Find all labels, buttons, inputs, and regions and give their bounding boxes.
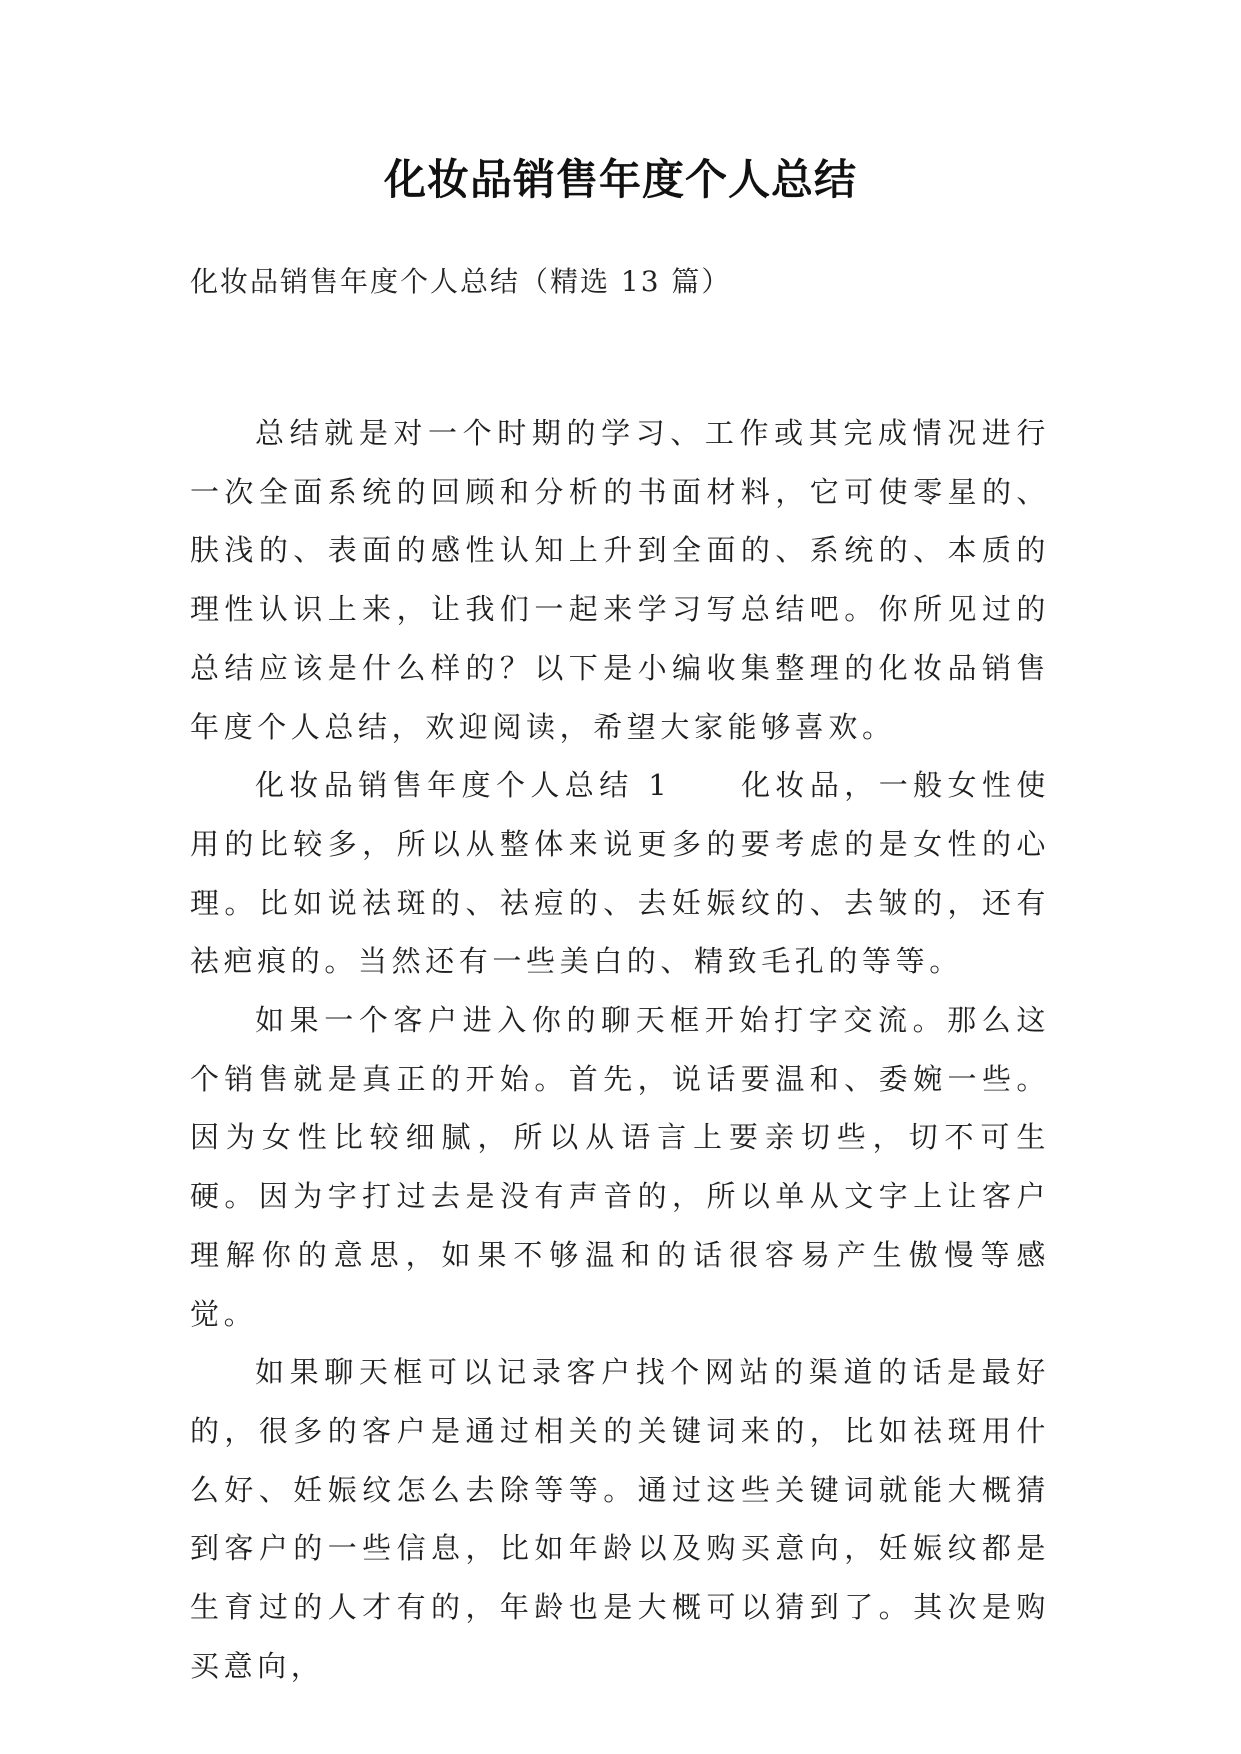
paragraph-keywords: 如果聊天框可以记录客户找个网站的渠道的话是最好的，很多的客户是通过相关的关键词来的，比如祛斑用什么好、妊娠纹怎么去除等等。通过这些关键词就能大概猜到客户的一些信息，比如年龄以及购买意向，妊娠纹都是生育过的人才有的，年龄也是大概可以猜到了。其次是购买意向， (190, 1355, 1050, 1683)
document-title: 化妆品销售年度个人总结 (383, 155, 857, 204)
paragraph-intro: 总结就是对一个时期的学习、工作或其完成情况进行一次全面系统的回顾和分析的书面材料，它可使零星的、肤浅的、表面的感性认知上升到全面的、系统的、本质的理性认识上来，让我们一起来学习写总结吧。你所见过的总结应该是什么样的？以下是小编收集整理的化妆品销售年度个人总结，欢迎阅读，希望大家能够喜欢。 (190, 416, 1050, 744)
paragraph-section-1: 化妆品销售年度个人总结 1 化妆品，一般女性使用的比较多，所以从整体来说更多的要考虑的是女性的心理。比如说祛斑的、祛痘的、去妊娠纹的、去皱的，还有祛疤痕的。当然还有一些美白的、精致毛孔的等等。 (190, 768, 1050, 979)
document-subtitle: 化妆品销售年度个人总结（精选 13 篇） (190, 265, 732, 298)
document-body (190, 404, 1050, 1695)
paragraph-chat-opening: 如果一个客户进入你的聊天框开始打字交流。那么这个销售就是真正的开始。首先，说话要温和、委婉一些。因为女性比较细腻，所以从语言上要亲切些，切不可生硬。因为字打过去是没有声音的，所以单从文字上让客户理解你的意思，如果不够温和的话很容易产生傲慢等感觉。 (190, 1003, 1050, 1331)
